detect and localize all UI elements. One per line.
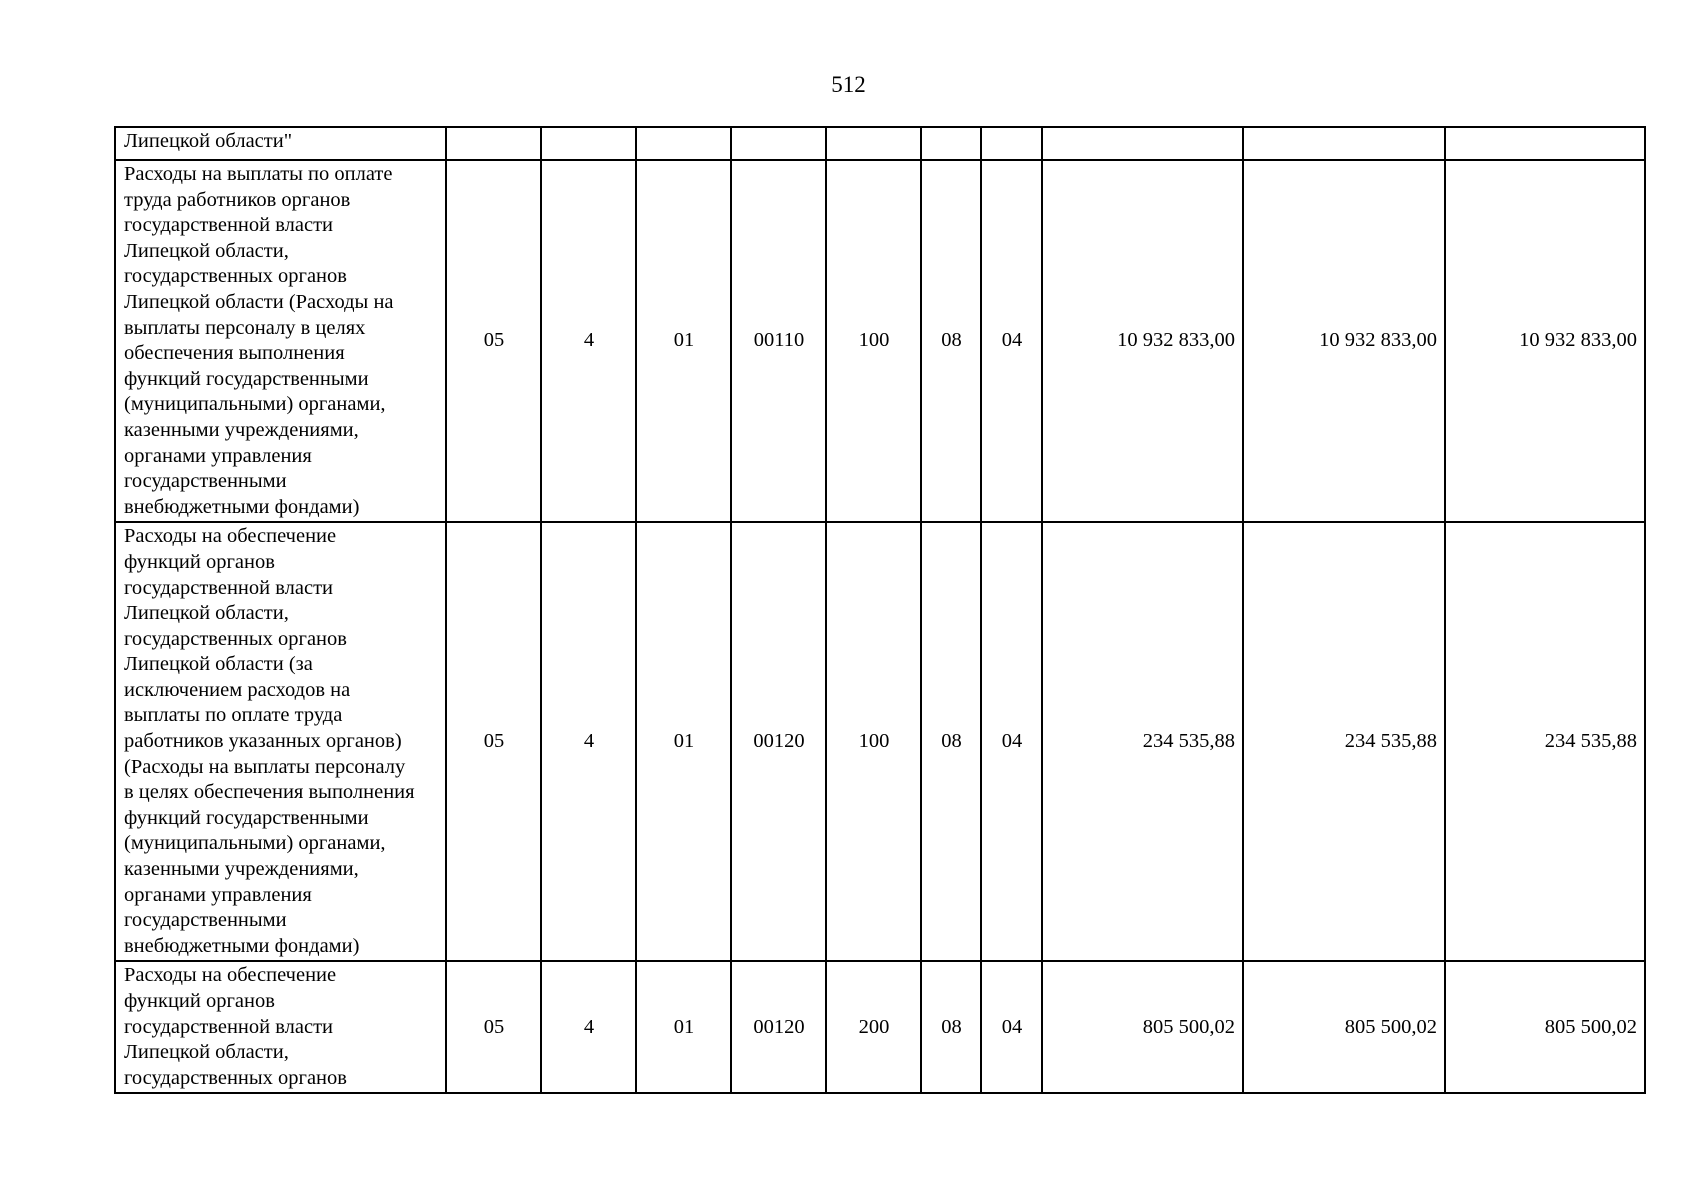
section-cell: 05 [446,160,541,522]
expense-type-cell: 100 [826,160,921,522]
description-line: выплаты персоналу в целях [124,316,366,339]
description-cell [115,127,446,160]
section-code-cell: 08 [921,522,981,961]
description-line: внебюджетными фондами) [124,495,360,518]
description-line: казенными учреждениями, [124,418,359,441]
description-cell [115,961,446,1093]
description-cell [115,522,446,961]
amount-year-1-cell: 805 500,02 [1042,961,1243,1093]
direction-cell: 00120 [731,961,826,1093]
subprogram-cell: 4 [541,522,636,961]
description-line: государственных органов [124,265,347,288]
amount-year-3-cell [1445,127,1645,160]
amount-year-3-cell: 234 535,88 [1445,522,1645,961]
subprogram-cell: 4 [541,961,636,1093]
section-cell [446,127,541,160]
description-line: Липецкой области, [124,239,289,262]
expense-type-cell [826,127,921,160]
table-row [115,160,1645,522]
description-line: работников указанных органов) [124,730,402,753]
description-line: исключением расходов на [124,678,351,701]
description-line: государственными [124,470,287,493]
amount-year-1-cell: 10 932 833,00 [1042,160,1243,522]
description-line: государственных органов [124,1066,347,1089]
direction-cell: 00110 [731,160,826,522]
description-line: государственной власти [124,576,333,599]
section-code-cell [921,127,981,160]
description-line: Липецкой области (за [124,653,313,676]
description-line: Липецкой области, [124,602,289,625]
expense-type-cell: 200 [826,961,921,1093]
table-row [115,522,1645,961]
section-code-cell: 08 [921,961,981,1093]
table-row [115,961,1645,1093]
subsection-code-cell: 04 [981,961,1042,1093]
main-event-cell: 01 [636,160,731,522]
amount-year-3-cell: 10 932 833,00 [1445,160,1645,522]
main-event-cell: 01 [636,522,731,961]
section-cell: 05 [446,522,541,961]
amount-year-2-cell: 234 535,88 [1243,522,1445,961]
table-row [115,127,1645,160]
description-line: (муниципальными) органами, [124,393,386,416]
section-code-cell: 08 [921,160,981,522]
subsection-code-cell: 04 [981,522,1042,961]
subprogram-cell [541,127,636,160]
description-line: государственных органов [124,627,347,650]
description-line: государственной власти [124,1015,333,1038]
description-line: Липецкой области (Расходы на [124,290,394,313]
amount-year-1-cell: 234 535,88 [1042,522,1243,961]
section-cell: 05 [446,961,541,1093]
description-line: труда работников органов [124,188,351,211]
amount-year-2-cell [1243,127,1445,160]
description-line: государственной власти [124,214,333,237]
amount-year-2-cell: 10 932 833,00 [1243,160,1445,522]
description-line: обеспечения выполнения [124,342,345,365]
description-line: органами управления [124,444,312,467]
description-cell [115,160,446,522]
subprogram-cell: 4 [541,160,636,522]
budget-table [114,126,1646,1094]
description-line: органами управления [124,883,312,906]
page-number: 512 [831,72,866,97]
description-line: (Расходы на выплаты персоналу [124,755,406,778]
description-line: функций государственными [124,367,369,390]
amount-year-2-cell: 805 500,02 [1243,961,1445,1093]
description-line: Расходы на обеспечение [124,525,337,548]
amount-year-1-cell [1042,127,1243,160]
table-body [115,127,1645,1093]
main-event-cell: 01 [636,961,731,1093]
direction-cell [731,127,826,160]
amount-year-3-cell: 805 500,02 [1445,961,1645,1093]
description-line: в целях обеспечения выполнения [124,781,415,804]
direction-cell: 00120 [731,522,826,961]
description-line: (муниципальными) органами, [124,832,386,855]
description-line: Липецкой области, [124,1041,289,1064]
description-line: функций государственными [124,806,369,829]
description-line: внебюджетными фондами) [124,934,360,957]
description-line: Расходы на выплаты по оплате [124,163,393,185]
description-line: казенными учреждениями, [124,858,359,881]
expense-type-cell: 100 [826,522,921,961]
main-event-cell [636,127,731,160]
subsection-code-cell [981,127,1042,160]
description-line: Липецкой области" [124,130,293,152]
subsection-code-cell: 04 [981,160,1042,522]
description-line: функций органов [124,990,275,1012]
description-line: функций органов [124,550,275,573]
description-line: Расходы на обеспечение [124,964,337,987]
description-line: государственными [124,909,287,932]
description-line: выплаты по оплате труда [124,704,343,727]
